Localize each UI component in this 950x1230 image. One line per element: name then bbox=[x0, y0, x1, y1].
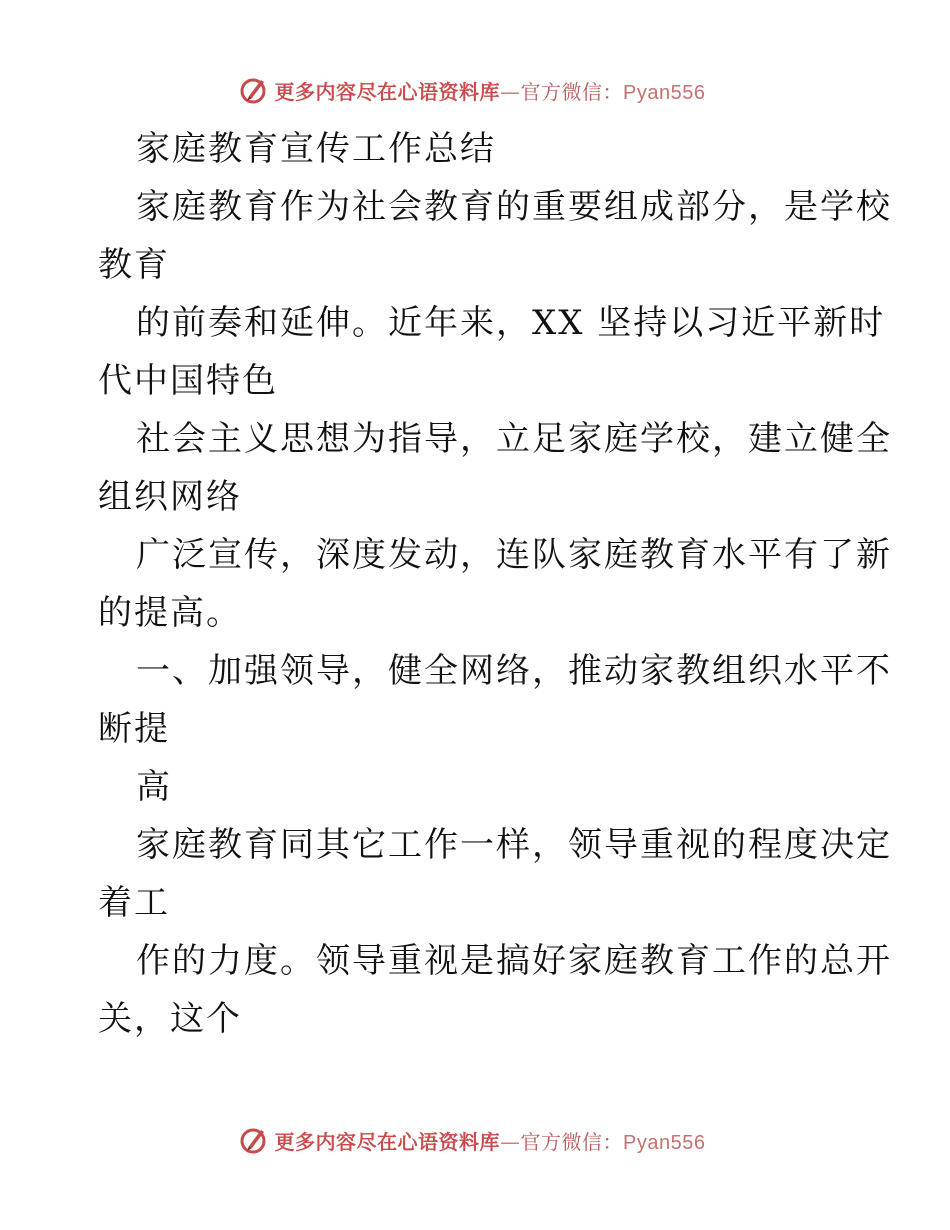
pen-logo-icon bbox=[237, 1124, 269, 1156]
header-banner bbox=[0, 70, 950, 110]
banner-wechat-id: Pyan556 bbox=[623, 81, 706, 104]
doc-line: 组织网络 bbox=[98, 477, 242, 517]
doc-line: 社会主义思想为指导，立足家庭学校，建立健全 bbox=[136, 419, 892, 459]
banner-text bbox=[275, 76, 706, 105]
banner-text bbox=[275, 1126, 706, 1155]
doc-line: 断提 bbox=[98, 709, 170, 749]
doc-line: 着工 bbox=[98, 883, 170, 923]
banner-brand: 更多内容尽在心语资料库 bbox=[274, 79, 501, 104]
banner-separator: — bbox=[500, 79, 521, 104]
doc-line: 的提高。 bbox=[98, 593, 242, 633]
document-body bbox=[98, 120, 892, 1048]
banner-official-label: 官方微信： bbox=[520, 1129, 624, 1154]
banner-official-label: 官方微信： bbox=[520, 79, 624, 104]
doc-line: 家庭教育作为社会教育的重要组成部分，是学校 bbox=[136, 187, 892, 227]
doc-line: 关，这个 bbox=[98, 999, 242, 1039]
doc-line: 广泛宣传，深度发动，连队家庭教育水平有了新 bbox=[136, 535, 892, 575]
doc-line: 教育 bbox=[98, 245, 170, 285]
doc-line: 一、加强领导，健全网络，推动家教组织水平不 bbox=[136, 651, 892, 691]
header-banner-content bbox=[237, 74, 706, 106]
doc-line: 代中国特色 bbox=[98, 361, 278, 401]
footer-banner bbox=[0, 1120, 950, 1160]
doc-line: 作的力度。领导重视是搞好家庭教育工作的总开 bbox=[136, 941, 892, 981]
pen-logo-icon bbox=[237, 74, 269, 106]
banner-separator: — bbox=[500, 1129, 521, 1154]
doc-line: 家庭教育宣传工作总结 bbox=[136, 129, 496, 169]
doc-line: 高 bbox=[136, 767, 172, 807]
footer-banner-content bbox=[237, 1124, 706, 1156]
doc-line: 家庭教育同其它工作一样，领导重视的程度决定 bbox=[136, 825, 892, 865]
doc-line: 的前奏和延伸。近年来，XX 坚持以习近平新时 bbox=[136, 303, 886, 343]
banner-brand: 更多内容尽在心语资料库 bbox=[274, 1129, 501, 1154]
banner-wechat-id: Pyan556 bbox=[623, 1131, 706, 1154]
